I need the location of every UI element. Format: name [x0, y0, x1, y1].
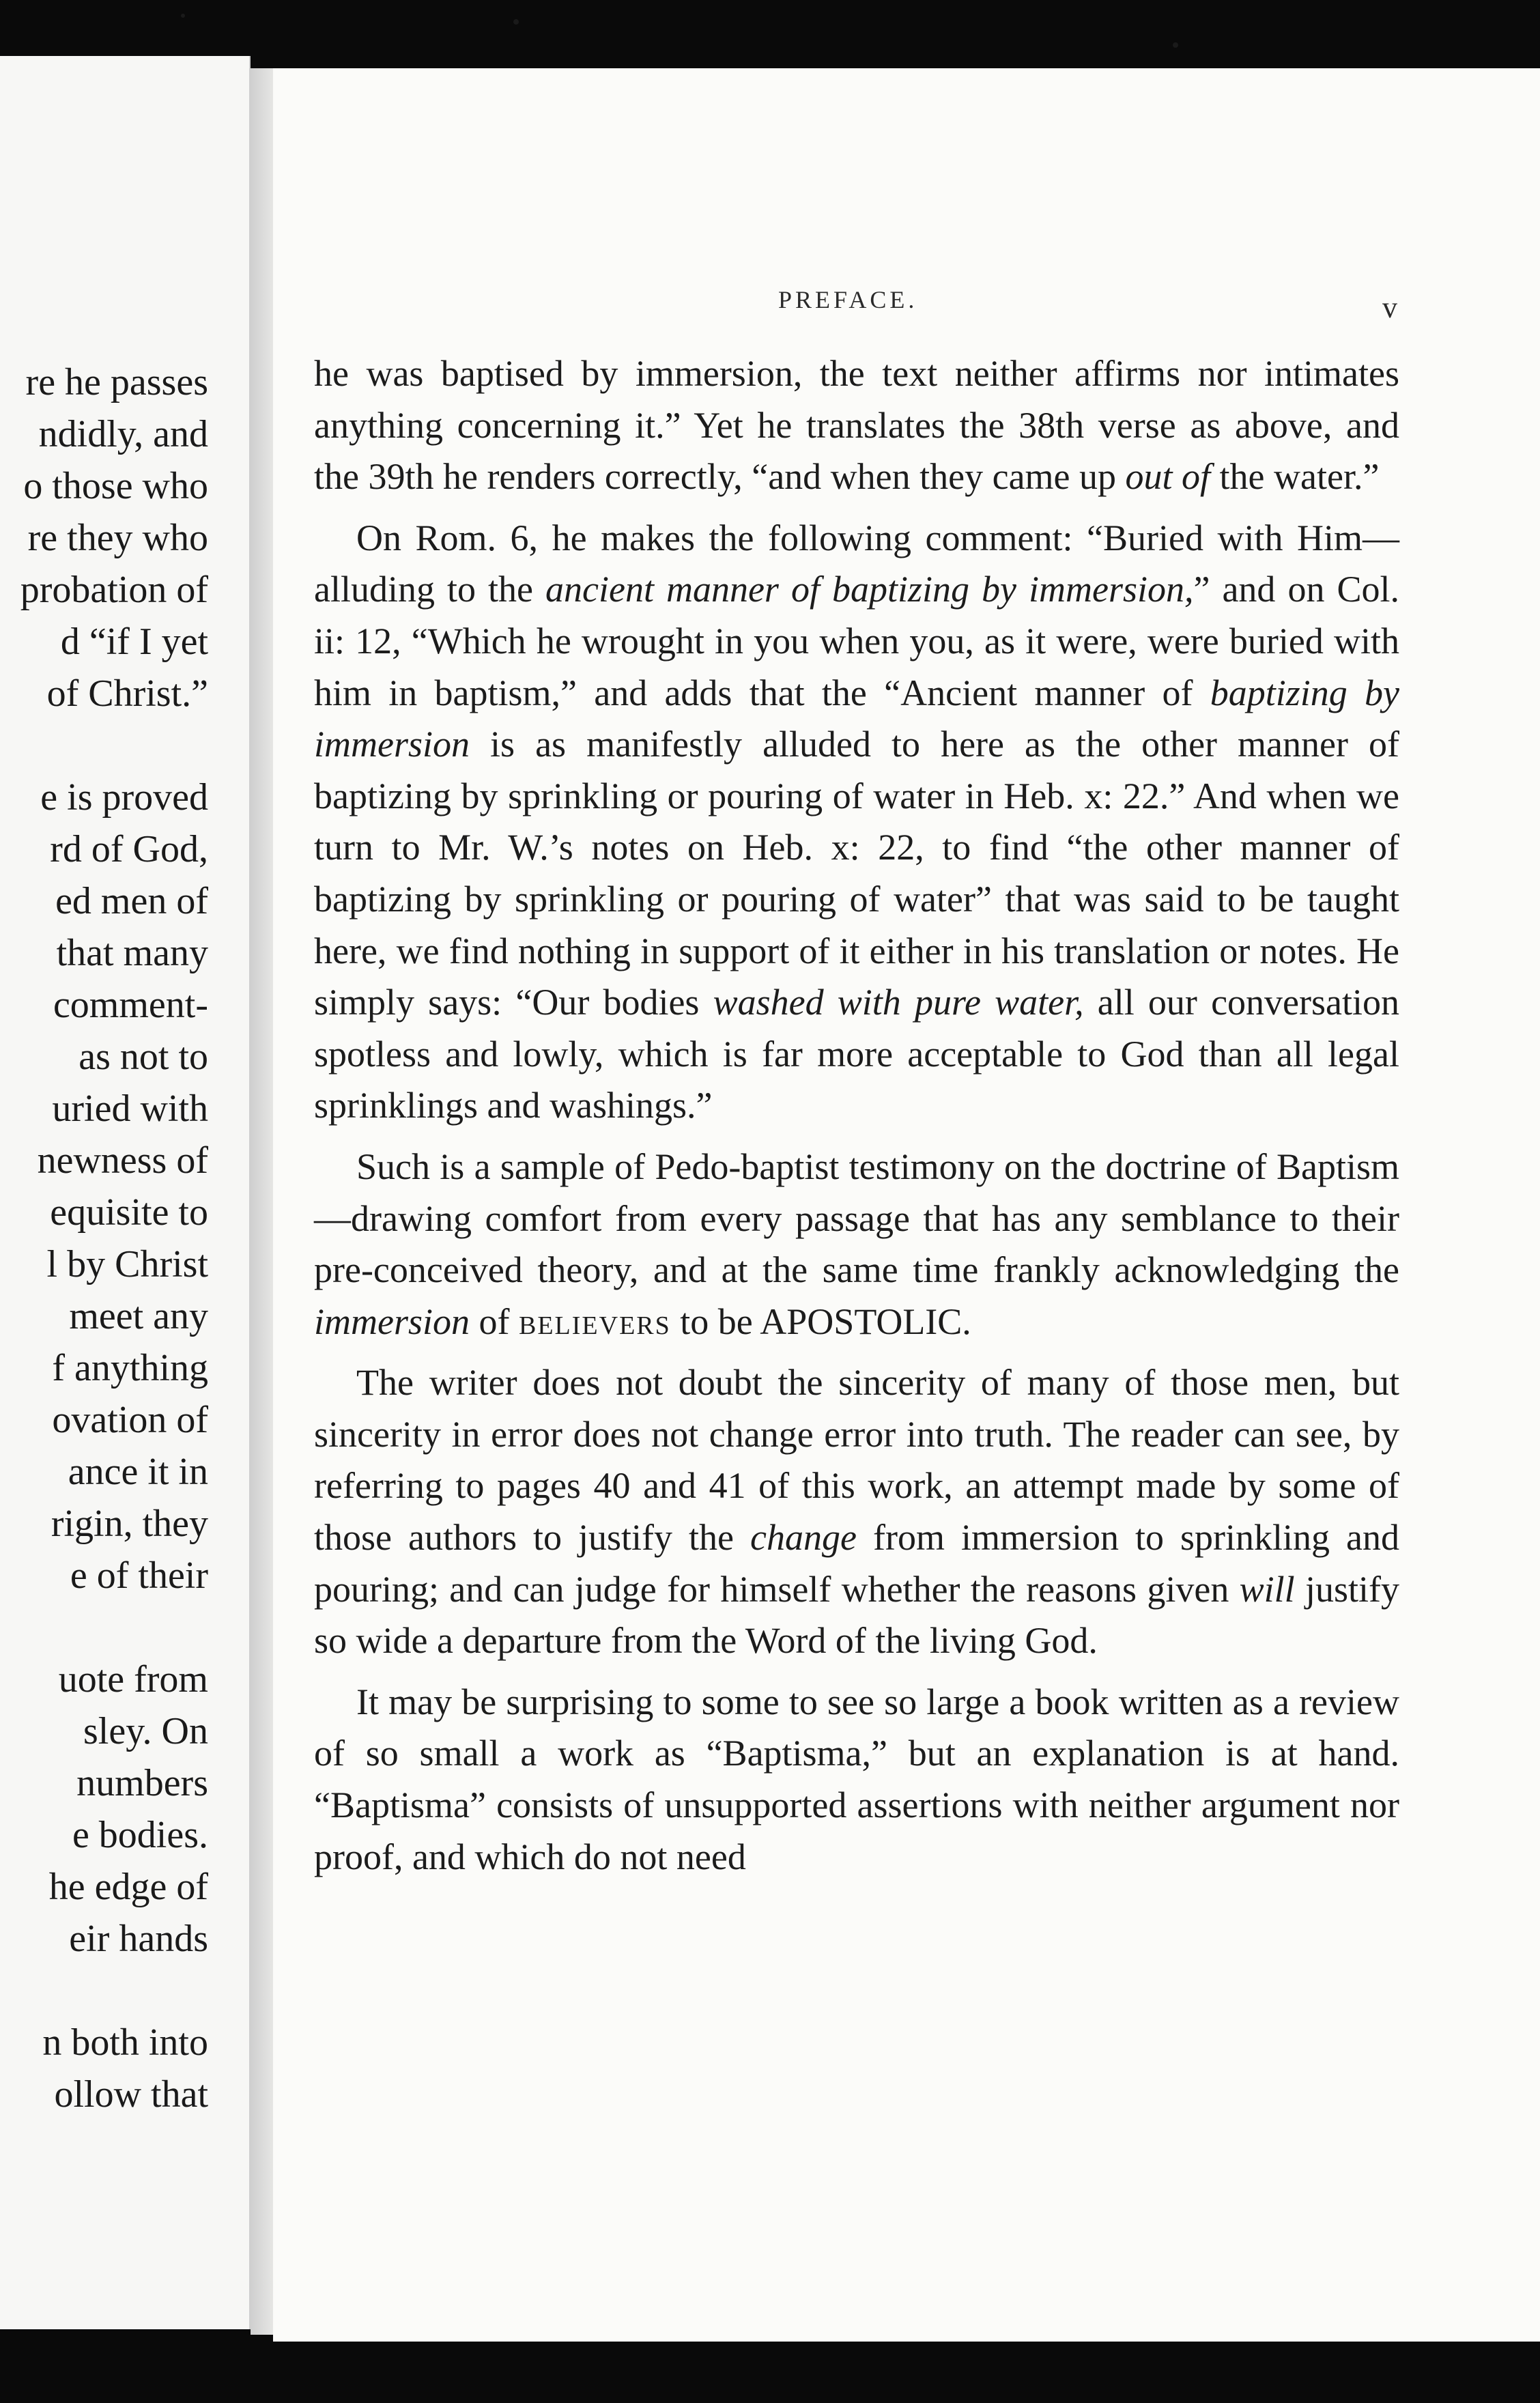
left-page-line: e bodies. [72, 1814, 208, 1856]
small-caps-text: believers [518, 1300, 671, 1342]
italic-text: will [1239, 1568, 1295, 1610]
italic-text: washed with pure water, [713, 982, 1084, 1023]
left-page-line: he edge of [48, 1866, 208, 1908]
left-page-line: eir hands [69, 1918, 208, 1960]
italic-text: immersion [314, 1300, 470, 1342]
left-page-line: uried with [52, 1087, 208, 1130]
text-run: from immersion to sprinkling and pouring; and can judge for himself whether the reasons given [314, 1517, 1400, 1610]
text-run: The writer does not doubt the sincerity of many of those men, but sincerity in error does not change error into truth. The reader can see, by referring to pages 40 and 41 of this work, an attempt made by some of those authors to justify the [314, 1362, 1399, 1559]
text-run: On Rom. 6, he makes the following comment: “Buried with Him—alluding to the [314, 517, 1399, 610]
left-page-line: ance it in [68, 1451, 208, 1493]
left-page-line: of Christ.” [46, 672, 208, 715]
page-number: v [1382, 291, 1397, 324]
body-text [314, 348, 1399, 1883]
running-header: PREFACE. [778, 286, 918, 313]
text-run: justify so wide a departure from the Word of the living God. [314, 1568, 1399, 1662]
left-page-line: rd of God, [50, 828, 208, 870]
paragraph [314, 1357, 1399, 1667]
left-page-line: sley. On [83, 1710, 208, 1752]
left-page-line: d “if I yet [60, 621, 208, 663]
left-page-line: comment- [53, 984, 208, 1026]
left-page-line: re he passes [25, 361, 208, 403]
italic-text: change [750, 1517, 857, 1559]
scan-speck [513, 19, 519, 25]
left-page-line: probation of [20, 569, 208, 611]
left-page-line: l by Christ [46, 1243, 208, 1285]
text-run: It may be surprising to some to see so large a book written as a review of so small a work as “Baptisma,” but an explanation is at hand. “Baptisma” consists of unsupported assertions with neither argument nor proof, and which do not need [314, 1681, 1399, 1877]
left-page-line: ollow that [54, 2073, 208, 2116]
paragraph [314, 1677, 1399, 1883]
text-run: the water.” [1210, 456, 1380, 498]
left-page-line: uote from [58, 1658, 208, 1701]
left-page-line: n both into [42, 2021, 208, 2064]
text-run: to be APOSTOLIC. [670, 1300, 971, 1342]
paragraph [314, 513, 1399, 1132]
text-run: of [470, 1300, 519, 1342]
left-page [0, 56, 251, 2329]
paragraph [314, 1141, 1399, 1348]
left-page-line: ovation of [52, 1399, 208, 1441]
left-page-line: re they who [27, 517, 208, 559]
left-page-line: ed men of [55, 880, 208, 922]
scan-speck [1173, 42, 1178, 48]
left-page-line: as not to [79, 1036, 208, 1078]
left-page-line: e is proved [40, 776, 208, 819]
left-page-line: f anything [52, 1347, 208, 1389]
scan-speck [181, 14, 185, 18]
text-run: ” and on Col. ii: 12, “Which he wrought in you when you, as it were, were buried with him in baptism,” and adds that the “Ancient manner of [314, 569, 1399, 713]
left-page-line: newness of [37, 1139, 208, 1182]
italic-text: out of [1125, 456, 1211, 498]
left-page-line: meet any [69, 1295, 208, 1337]
italic-text: baptizing by immersion [314, 672, 1399, 765]
left-page-line: ndidly, and [38, 413, 208, 455]
left-page-line: that many [56, 932, 208, 974]
text-run: all our conversation spotless and lowly, which is far more acceptable to God than all legal sprinklings and washings.” [314, 982, 1399, 1126]
paragraph [314, 348, 1399, 503]
italic-text: ancient manner of baptizing by immersion, [545, 569, 1194, 610]
left-page-line: rigin, they [51, 1503, 208, 1545]
left-page-line: numbers [76, 1762, 208, 1804]
text-run: Such is a sample of Pedo-baptist testimony on the doctrine of Baptism—drawing comfort from every passage that has any semblance to their pre-conceived theory, and at the same time frankly acknowledging the [314, 1146, 1399, 1291]
left-page-line: e of their [70, 1554, 208, 1597]
left-page-line: equisite to [50, 1191, 208, 1234]
left-page-line: o those who [23, 465, 208, 507]
text-run: is as manifestly alluded to here as the other manner of baptizing by sprinkling or pouring of water in Heb. x: 22.” And when we turn to Mr. W.’s notes on Heb. x: 22, to find “the other manner of baptizing by sprinkling or pouring of water” that was said to be taught here, we find nothing in support of it either in his translation or notes. He simply says: “Our bodies [314, 724, 1399, 1023]
text-run: he was baptised by immersion, the text neither affirms nor intimates anything concerning it.” Yet he translates the 38th verse as above, and the 39th he renders correctly, “and when they came up [314, 353, 1399, 498]
